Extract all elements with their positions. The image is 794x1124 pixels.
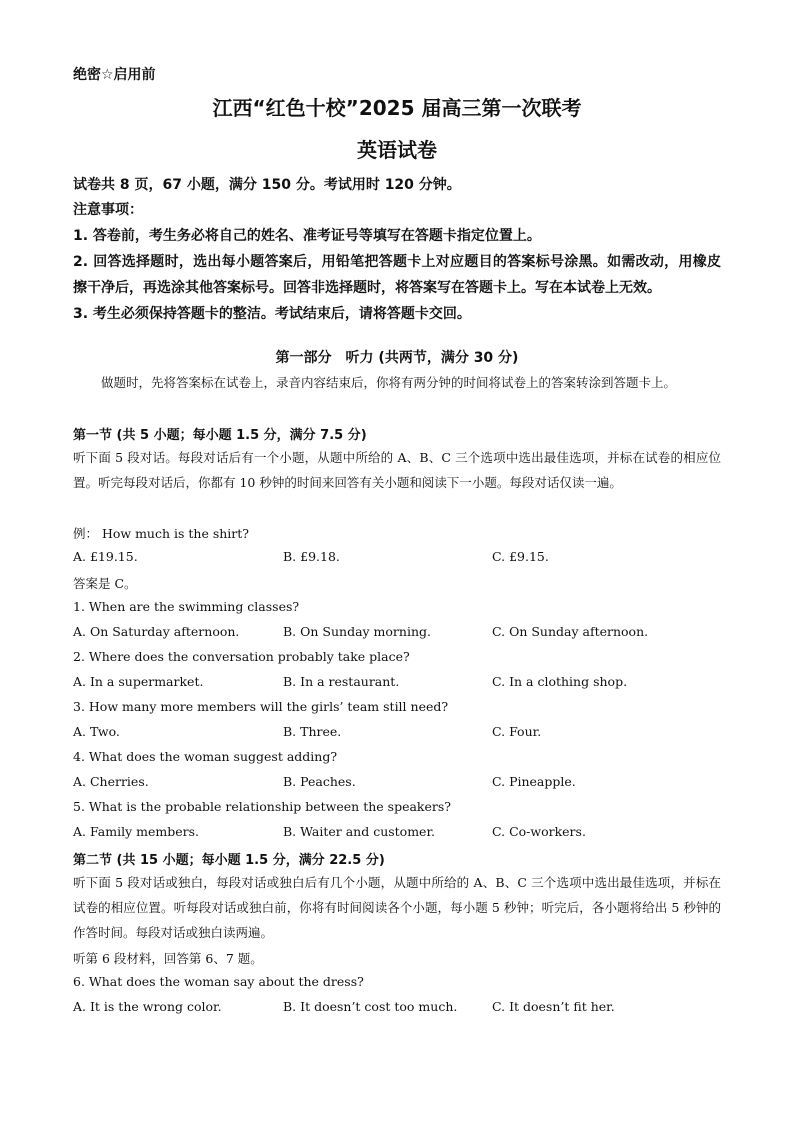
q4-option-b: B. Peaches. bbox=[283, 774, 356, 789]
part1-heading: 第一部分 听力 (共两节，满分 30 分) bbox=[275, 350, 519, 366]
section1-heading: 第一节 (共 5 小题；每小题 1.5 分，满分 7.5 分) bbox=[73, 428, 367, 443]
q1-option-a: A. On Saturday afternoon. bbox=[73, 624, 240, 639]
notice-list bbox=[73, 228, 721, 327]
notice-item-1: 1. 答卷前，考生务必将自己的姓名、准考证号等填写在答题卡指定位置上。 bbox=[73, 228, 541, 244]
q3-option-c: C. Four. bbox=[492, 724, 542, 739]
example-option-b: B. £9.18. bbox=[283, 549, 340, 564]
example-option-a: A. £19.15. bbox=[73, 549, 138, 564]
question-5: 5. What is the probable relationship between the speakers? bbox=[73, 799, 451, 814]
q4-option-a: A. Cherries. bbox=[73, 774, 149, 789]
exam-subtitle: 英语试卷 bbox=[357, 138, 437, 162]
notice-item-2: 2. 回答选择题时，选出每小题答案后，用铅笔把答题卡上对应题目的答案标号涂黑。如需改动，用橡皮擦干净后，再选涂其他答案标号。回答非选择题时，将答案写在答题卡上。写在本试卷上无效。 bbox=[73, 254, 721, 296]
q6-option-a: A. It is the wrong color. bbox=[73, 999, 222, 1014]
exam-info: 试卷共 8 页，67 小题，满分 150 分。考试用时 120 分钟。 bbox=[73, 177, 461, 193]
question-4: 4. What does the woman suggest adding? bbox=[73, 749, 338, 764]
question-6: 6. What does the woman say about the dress? bbox=[73, 974, 364, 989]
q4-option-c: C. Pineapple. bbox=[492, 774, 576, 789]
part1-intro: 做题时，先将答案标在试卷上，录音内容结束后，你将有两分钟的时间将试卷上的答案转涂到答题卡上。 bbox=[101, 375, 677, 390]
question-1: 1. When are the swimming classes? bbox=[73, 599, 300, 614]
example-option-c: C. £9.15. bbox=[492, 549, 549, 564]
exam-title: 江西“红色十校”2025 届高三第一次联考 bbox=[212, 96, 582, 120]
q2-option-b: B. In a restaurant. bbox=[283, 674, 400, 689]
section2-instructions: 听下面 5 段对话或独白，每段对话或独白后有几个小题，从题中所给的 A、B、C 三个选项中选出最佳选项，并标在试卷的相应位置。听每段对话或独白前，你将有时间阅读各个小题，每小题 5 秒钟；听完后，各小题将给出 5 秒钟的作答时间。每段对话或独白读两遍。 bbox=[73, 875, 721, 940]
q3-option-a: A. Two. bbox=[73, 724, 120, 739]
q6-option-c: C. It doesn’t fit her. bbox=[492, 999, 615, 1014]
q1-option-c: C. On Sunday afternoon. bbox=[492, 624, 649, 639]
q2-option-c: C. In a clothing shop. bbox=[492, 674, 628, 689]
section1-instructions: 听下面 5 段对话。每段对话后有一个小题，从题中所给的 A、B、C 三个选项中选出最佳选项，并标在试卷的相应位置。听完每段对话后，你都有 10 秒钟的时间来回答有关小题和阅读下一小题。每段对话仅读一遍。 bbox=[73, 450, 721, 490]
q5-option-a: A. Family members. bbox=[73, 824, 200, 839]
q5-option-b: B. Waiter and customer. bbox=[283, 824, 436, 839]
question-3: 3. How many more members will the girls’ team still need? bbox=[73, 699, 449, 714]
question-2: 2. Where does the conversation probably take place? bbox=[73, 649, 410, 664]
section2-heading: 第二节 (共 15 小题；每小题 1.5 分，满分 22.5 分) bbox=[73, 853, 385, 868]
section2-material: 听第 6 段材料，回答第 6、7 题。 bbox=[73, 951, 263, 966]
notice-heading: 注意事项： bbox=[73, 202, 143, 218]
q1-option-b: B. On Sunday morning. bbox=[283, 624, 431, 639]
notice-item-3: 3. 考生必须保持答题卡的整洁。考试结束后，请将答题卡交回。 bbox=[73, 306, 471, 322]
q3-option-b: B. Three. bbox=[283, 724, 342, 739]
q5-option-c: C. Co-workers. bbox=[492, 824, 586, 839]
example-answer: 答案是 C。 bbox=[73, 576, 137, 591]
q2-option-a: A. In a supermarket. bbox=[73, 674, 204, 689]
confidential-label: 绝密☆启用前 bbox=[73, 67, 156, 83]
example-question: 例： How much is the shirt? bbox=[73, 526, 249, 541]
q6-option-b: B. It doesn’t cost too much. bbox=[283, 999, 458, 1014]
